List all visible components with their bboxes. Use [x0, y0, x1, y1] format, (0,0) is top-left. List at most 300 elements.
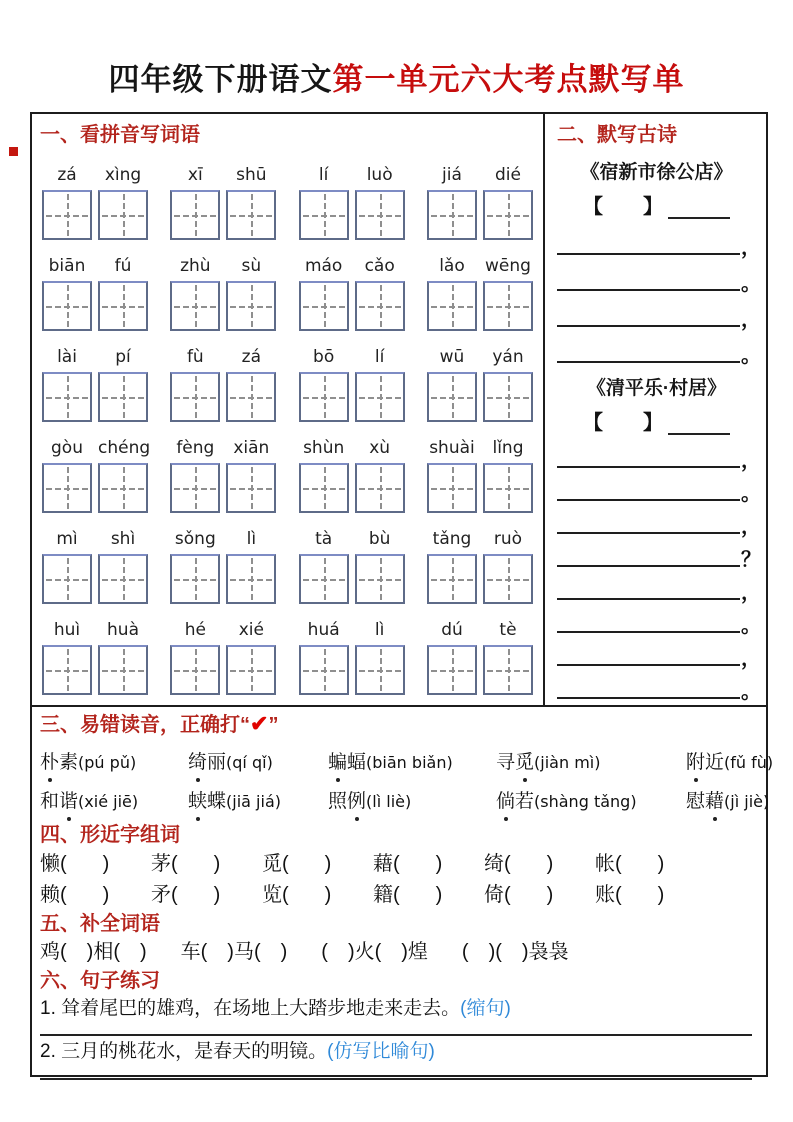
- answer-blank-line[interactable]: [557, 274, 740, 291]
- writing-grid-box[interactable]: [170, 190, 220, 240]
- answer-blank-line[interactable]: [557, 451, 740, 468]
- writing-grid-box[interactable]: [299, 554, 349, 604]
- pinyin-options: (xié jiē): [78, 792, 139, 811]
- line-punctuation: ？: [741, 549, 761, 571]
- pinyin-labels: [299, 438, 405, 460]
- writing-grid-pair: [299, 190, 405, 240]
- writing-grid-box[interactable]: [42, 281, 92, 331]
- word-with-dot: 朴素: [40, 752, 78, 773]
- similar-characters-row: [40, 882, 754, 909]
- line-punctuation: ，: [741, 516, 761, 538]
- pinyin-options: (qí qǐ): [226, 753, 273, 772]
- writing-grid-box[interactable]: [299, 463, 349, 513]
- writing-grid-box[interactable]: [98, 463, 148, 513]
- word-with-dot: 和谐: [40, 791, 78, 812]
- writing-grid-box[interactable]: [355, 190, 405, 240]
- section-poem-dictation: [547, 114, 766, 705]
- base-character: 矛: [151, 884, 171, 906]
- dotted-character: 藉: [705, 789, 724, 815]
- base-character: 藉: [373, 853, 393, 875]
- grid-dashed-vertical-line: [195, 194, 197, 236]
- pinyin-labels: [170, 165, 276, 187]
- pinyin-syllable: lì: [374, 620, 385, 640]
- word-with-dot: 照例: [328, 791, 366, 812]
- base-character: 绮: [484, 853, 504, 875]
- writing-grid-box[interactable]: [42, 372, 92, 422]
- exercise-hint: (缩句): [460, 998, 511, 1019]
- pinyin-syllable: huì: [53, 620, 81, 640]
- base-character: 赖: [40, 884, 60, 906]
- pinyin-syllable: bù: [368, 529, 391, 549]
- grid-dashed-vertical-line: [452, 467, 454, 509]
- writing-grid-box[interactable]: [226, 281, 276, 331]
- grid-dashed-vertical-line: [195, 376, 197, 418]
- pinyin-syllable: tà: [315, 529, 333, 549]
- writing-grid-box[interactable]: [98, 190, 148, 240]
- grid-dashed-vertical-line: [508, 649, 510, 691]
- dotted-character: 谐: [59, 789, 78, 815]
- answer-blank-line[interactable]: [557, 550, 740, 567]
- pinyin-row: [40, 256, 539, 331]
- pinyin-syllable: luò: [366, 165, 393, 185]
- grid-dashed-vertical-line: [251, 467, 253, 509]
- pinyin-syllable: lài: [57, 347, 77, 367]
- base-character: 茅: [151, 853, 171, 875]
- pinyin-labels: [427, 529, 533, 551]
- pinyin-syllable: dú: [441, 620, 463, 640]
- writing-grid-box[interactable]: [226, 463, 276, 513]
- grid-dashed-vertical-line: [452, 558, 454, 600]
- grid-dashed-vertical-line: [67, 194, 69, 236]
- pinyin-options: (jì jiè): [724, 792, 770, 811]
- word-with-dot: 寻觅: [496, 752, 534, 773]
- line-punctuation: ，: [741, 309, 761, 331]
- pronunciation-item[interactable]: [188, 789, 328, 815]
- pinyin-word-pair: [427, 438, 533, 513]
- pinyin-labels: [299, 165, 405, 187]
- pronunciation-rows-container: [40, 750, 774, 815]
- writing-grid-box[interactable]: [42, 190, 92, 240]
- line-punctuation: 。: [741, 615, 761, 637]
- pinyin-labels: [299, 256, 405, 278]
- grid-dashed-vertical-line: [380, 285, 382, 327]
- section4-heading: 四、形近字组词: [40, 824, 180, 846]
- pinyin-syllable: pí: [115, 347, 131, 367]
- grid-dashed-vertical-line: [123, 649, 125, 691]
- writing-grid-box[interactable]: [355, 281, 405, 331]
- answer-blank-line[interactable]: [557, 346, 740, 363]
- writing-grid-box[interactable]: [42, 463, 92, 513]
- grid-dashed-vertical-line: [508, 376, 510, 418]
- grid-dashed-vertical-line: [508, 194, 510, 236]
- writing-grid-box[interactable]: [427, 372, 477, 422]
- section6-heading: 六、句子练习: [40, 970, 160, 992]
- writing-grid-pair: [170, 190, 276, 240]
- grid-dashed-vertical-line: [195, 649, 197, 691]
- writing-grid-box[interactable]: [170, 645, 220, 695]
- pinyin-options: (biān biǎn): [366, 753, 453, 772]
- pinyin-syllable: xī: [187, 165, 203, 185]
- word-completion-phrase[interactable]: ( )( )袅袅: [461, 941, 569, 963]
- pinyin-syllable: máo: [304, 256, 343, 276]
- writing-grid-box[interactable]: [483, 190, 533, 240]
- answer-blank-line[interactable]: [557, 484, 740, 501]
- pinyin-syllable: fèng: [176, 438, 215, 458]
- writing-grid-box[interactable]: [98, 554, 148, 604]
- writing-grid-box[interactable]: [170, 554, 220, 604]
- pinyin-word-pair: [42, 620, 148, 695]
- line-punctuation: 。: [741, 681, 761, 703]
- pinyin-word-pair: [427, 347, 533, 422]
- section3-heading: [40, 712, 754, 737]
- worksheet-body: [30, 112, 774, 1077]
- sentence-exercises-container: [40, 996, 754, 1080]
- pinyin-word-pair: [299, 347, 405, 422]
- pronunciation-item[interactable]: [496, 750, 686, 776]
- pinyin-syllable: lǐng: [492, 438, 524, 458]
- pinyin-word-pair: [427, 620, 533, 695]
- character-blank-item[interactable]: 籍( ): [373, 884, 443, 906]
- pinyin-word-pair: [42, 438, 151, 513]
- writing-grid-pair: [170, 554, 276, 604]
- grid-dashed-vertical-line: [195, 285, 197, 327]
- character-blank-item[interactable]: 赖( ): [40, 884, 110, 906]
- grid-dashed-vertical-line: [195, 558, 197, 600]
- exercise-hint: (仿写比喻句): [327, 1041, 435, 1062]
- pinyin-syllable: xié: [238, 620, 264, 640]
- dotted-character: 蝙: [328, 750, 347, 776]
- pronunciation-row: [40, 789, 770, 815]
- pinyin-row: [40, 165, 539, 240]
- pinyin-syllable: lí: [318, 165, 329, 185]
- grid-dashed-vertical-line: [324, 285, 326, 327]
- grid-dashed-vertical-line: [123, 376, 125, 418]
- poem-author-row: [557, 190, 756, 219]
- pinyin-syllable: biān: [48, 256, 86, 276]
- character-blank-item[interactable]: 览( ): [262, 884, 332, 906]
- writing-grid-box[interactable]: [427, 190, 477, 240]
- character-blank-item[interactable]: 倚( ): [484, 884, 554, 906]
- writing-grid-box[interactable]: [170, 372, 220, 422]
- pinyin-syllable: lí: [374, 347, 385, 367]
- pinyin-word-pair: [42, 529, 148, 604]
- pinyin-word-pair: [427, 529, 533, 604]
- dotted-character: 倘: [496, 789, 515, 815]
- sentence-answer-line[interactable]: [40, 1034, 752, 1036]
- poem-block: [557, 373, 761, 703]
- pinyin-syllable: huá: [307, 620, 340, 640]
- writing-grid-pair: [42, 372, 148, 422]
- base-character: 籍: [373, 884, 393, 906]
- pronunciation-item[interactable]: [188, 750, 328, 776]
- author-blank-line[interactable]: [668, 197, 730, 219]
- base-character: 懒: [40, 853, 60, 875]
- poem-answer-line: [557, 681, 761, 703]
- section2-heading: 二、默写古诗: [557, 124, 677, 146]
- character-blank-item[interactable]: 帐( ): [595, 853, 665, 875]
- grid-dashed-vertical-line: [123, 558, 125, 600]
- poem-answer-line: [557, 450, 761, 472]
- checkmark-icon: ✔: [250, 711, 269, 736]
- pinyin-labels: [299, 347, 405, 369]
- pronunciation-item[interactable]: [40, 750, 188, 776]
- writing-grid-box[interactable]: [226, 645, 276, 695]
- grid-dashed-vertical-line: [67, 649, 69, 691]
- writing-grid-pair: [42, 645, 148, 695]
- pinyin-syllable: shùn: [303, 438, 345, 458]
- page-title: [0, 54, 793, 99]
- grid-dashed-vertical-line: [452, 376, 454, 418]
- answer-blank-line[interactable]: [557, 583, 740, 600]
- pinyin-labels: [299, 620, 405, 642]
- pinyin-syllable: xù: [369, 438, 391, 458]
- base-character: 觅: [262, 853, 282, 875]
- grid-dashed-vertical-line: [67, 558, 69, 600]
- pinyin-syllable: zá: [241, 347, 261, 367]
- writing-grid-box[interactable]: [355, 645, 405, 695]
- grid-dashed-vertical-line: [508, 467, 510, 509]
- writing-grid-box[interactable]: [427, 554, 477, 604]
- writing-grid-pair: [427, 645, 533, 695]
- pinyin-syllable: xiān: [233, 438, 270, 458]
- writing-grid-pair: [299, 554, 405, 604]
- writing-grid-pair: [299, 645, 405, 695]
- pinyin-labels: [42, 165, 148, 187]
- answer-blank-line[interactable]: [557, 649, 740, 666]
- section3-heading-suffix: ”: [268, 714, 279, 736]
- pinyin-options: (fǔ fù): [724, 753, 774, 772]
- pinyin-options: (lì liè): [366, 792, 412, 811]
- grid-dashed-vertical-line: [67, 285, 69, 327]
- base-character: 帐: [595, 853, 615, 875]
- section-lower-exercises: [32, 705, 774, 1075]
- grid-dashed-vertical-line: [67, 467, 69, 509]
- grid-dashed-vertical-line: [452, 649, 454, 691]
- writing-grid-box[interactable]: [98, 281, 148, 331]
- writing-grid-pair: [427, 281, 533, 331]
- pinyin-labels: [42, 347, 148, 369]
- pinyin-syllable: gòu: [51, 438, 83, 458]
- writing-grid-box[interactable]: [226, 372, 276, 422]
- pinyin-labels: [170, 529, 276, 551]
- character-blank-item[interactable]: 绮( ): [484, 853, 554, 875]
- pinyin-labels: [299, 529, 405, 551]
- character-blank-item[interactable]: 觅( ): [262, 853, 332, 875]
- word-with-dot: 慰藉: [686, 791, 724, 812]
- author-blank-line[interactable]: [668, 413, 730, 435]
- pronunciation-item[interactable]: [686, 789, 769, 815]
- pinyin-labels: [427, 165, 533, 187]
- pinyin-word-pair: [299, 256, 405, 331]
- pinyin-word-pair: [299, 165, 405, 240]
- answer-blank-line[interactable]: [557, 682, 740, 699]
- writing-grid-box[interactable]: [42, 645, 92, 695]
- pinyin-labels: [170, 347, 276, 369]
- writing-grid-box[interactable]: [299, 372, 349, 422]
- writing-grid-box[interactable]: [483, 281, 533, 331]
- word-with-dot: 蝙蝠: [328, 752, 366, 773]
- grid-dashed-vertical-line: [251, 649, 253, 691]
- writing-grid-box[interactable]: [427, 281, 477, 331]
- grid-dashed-vertical-line: [251, 558, 253, 600]
- answer-blank-line[interactable]: [557, 310, 740, 327]
- character-blank-item[interactable]: 懒( ): [40, 853, 110, 875]
- pronunciation-item[interactable]: [40, 789, 188, 815]
- writing-grid-box[interactable]: [170, 281, 220, 331]
- writing-grid-box[interactable]: [299, 645, 349, 695]
- pinyin-syllable: ruò: [493, 529, 523, 549]
- pronunciation-item[interactable]: [496, 789, 686, 815]
- poem-answer-line: [557, 516, 761, 538]
- line-punctuation: 。: [741, 483, 761, 505]
- pinyin-word-pair: [42, 165, 148, 240]
- poem-answer-line: [557, 615, 761, 637]
- grid-dashed-vertical-line: [380, 194, 382, 236]
- pronunciation-item[interactable]: [328, 750, 496, 776]
- pinyin-options: (shàng tǎng): [534, 792, 637, 811]
- pinyin-word-pair: [427, 165, 533, 240]
- section-pinyin-words: [32, 114, 545, 705]
- writing-grid-box[interactable]: [483, 463, 533, 513]
- word-completion-phrase[interactable]: 鸡( )相( ): [40, 941, 147, 963]
- pinyin-syllable: zá: [57, 165, 77, 185]
- line-punctuation: ，: [741, 450, 761, 472]
- dotted-character: 绮: [188, 750, 207, 776]
- line-punctuation: ，: [741, 648, 761, 670]
- writing-grid-box[interactable]: [355, 372, 405, 422]
- section5-heading: 五、补全词语: [40, 913, 160, 935]
- writing-grid-box[interactable]: [427, 645, 477, 695]
- writing-grid-pair: [42, 190, 148, 240]
- sentence-exercise-item: [40, 1039, 754, 1064]
- pinyin-labels: [170, 256, 276, 278]
- grid-dashed-vertical-line: [195, 467, 197, 509]
- writing-grid-box[interactable]: [355, 554, 405, 604]
- writing-grid-pair: [42, 463, 148, 513]
- pinyin-word-pair: [170, 438, 276, 513]
- writing-grid-box[interactable]: [355, 463, 405, 513]
- writing-grid-box[interactable]: [98, 645, 148, 695]
- answer-blank-line[interactable]: [557, 517, 740, 534]
- pinyin-labels: [42, 256, 148, 278]
- pinyin-labels: [427, 256, 533, 278]
- character-blank-item[interactable]: 账( ): [595, 884, 665, 906]
- grid-dashed-vertical-line: [324, 467, 326, 509]
- pinyin-syllable: xìng: [104, 165, 142, 185]
- word-completion-phrase[interactable]: ( )火( )煌: [321, 941, 428, 963]
- writing-grid-box[interactable]: [42, 554, 92, 604]
- pinyin-word-pair: [170, 347, 276, 422]
- pinyin-word-pair: [42, 256, 148, 331]
- pinyin-syllable: shū: [236, 165, 267, 185]
- sentence-answer-line[interactable]: [40, 1078, 752, 1080]
- pinyin-word-pair: [170, 165, 276, 240]
- grid-dashed-vertical-line: [452, 285, 454, 327]
- line-punctuation: 。: [741, 345, 761, 367]
- writing-grid-box[interactable]: [299, 190, 349, 240]
- writing-grid-box[interactable]: [427, 463, 477, 513]
- writing-grid-box[interactable]: [483, 554, 533, 604]
- writing-grid-pair: [299, 463, 405, 513]
- poem-title: 《清平乐·村居》: [586, 378, 727, 399]
- pronunciation-item[interactable]: [328, 789, 496, 815]
- base-character: 倚: [484, 884, 504, 906]
- pinyin-row: [40, 347, 539, 422]
- grid-dashed-vertical-line: [67, 376, 69, 418]
- pinyin-labels: [427, 620, 533, 642]
- sentence-text: 1. 耸着尾巴的雄鸡，在场地上大踏步地走来走去。: [40, 998, 461, 1019]
- pinyin-syllable: chéng: [98, 438, 151, 458]
- pinyin-rows-container: [40, 165, 539, 695]
- writing-grid-pair: [170, 281, 276, 331]
- pinyin-syllable: lì: [246, 529, 257, 549]
- writing-grid-box[interactable]: [226, 554, 276, 604]
- pinyin-labels: [170, 438, 276, 460]
- writing-grid-box[interactable]: [226, 190, 276, 240]
- poem-block: [557, 157, 761, 367]
- dotted-character: 附: [686, 750, 705, 776]
- character-blank-item[interactable]: 矛( ): [151, 884, 221, 906]
- grid-dashed-vertical-line: [123, 467, 125, 509]
- pinyin-syllable: tǎng: [432, 529, 472, 549]
- writing-grid-box[interactable]: [98, 372, 148, 422]
- writing-grid-box[interactable]: [170, 463, 220, 513]
- pinyin-word-pair: [170, 529, 276, 604]
- poem-answer-line: [557, 237, 761, 259]
- character-blank-item[interactable]: 藉( ): [373, 853, 443, 875]
- grid-dashed-vertical-line: [251, 285, 253, 327]
- character-blank-item[interactable]: 茅( ): [151, 853, 221, 875]
- pinyin-labels: [42, 438, 151, 460]
- line-punctuation: 。: [741, 273, 761, 295]
- pinyin-labels: [427, 347, 533, 369]
- pinyin-syllable: yán: [492, 347, 524, 367]
- grid-dashed-vertical-line: [251, 376, 253, 418]
- writing-grid-box[interactable]: [483, 645, 533, 695]
- writing-grid-pair: [427, 190, 533, 240]
- grid-dashed-vertical-line: [324, 649, 326, 691]
- writing-grid-box[interactable]: [483, 372, 533, 422]
- base-character: 览: [262, 884, 282, 906]
- writing-grid-pair: [299, 372, 405, 422]
- pinyin-labels: [42, 529, 148, 551]
- answer-blank-line[interactable]: [557, 616, 740, 633]
- grid-dashed-vertical-line: [380, 376, 382, 418]
- page-title-black: 四年级下册语文: [108, 62, 333, 97]
- writing-grid-pair: [42, 281, 148, 331]
- line-punctuation: ，: [741, 237, 761, 259]
- poem-answer-line: [557, 648, 761, 670]
- grid-dashed-vertical-line: [380, 649, 382, 691]
- pinyin-syllable: fù: [186, 347, 204, 367]
- word-completion-phrase[interactable]: 车( )马( ): [180, 941, 288, 963]
- grid-dashed-vertical-line: [452, 194, 454, 236]
- sentence-exercise-item: [40, 996, 754, 1021]
- grid-dashed-vertical-line: [123, 194, 125, 236]
- word-with-dot: 倘若: [496, 791, 534, 812]
- pinyin-word-pair: [427, 256, 533, 331]
- pinyin-syllable: jiá: [442, 165, 462, 185]
- pronunciation-item[interactable]: [686, 750, 773, 776]
- writing-grid-pair: [427, 554, 533, 604]
- answer-blank-line[interactable]: [557, 238, 740, 255]
- writing-grid-box[interactable]: [299, 281, 349, 331]
- pinyin-word-pair: [299, 620, 405, 695]
- red-margin-mark: [9, 147, 18, 156]
- pinyin-syllable: wū: [439, 347, 465, 367]
- author-bracket: 【 】: [583, 412, 663, 434]
- pinyin-labels: [170, 620, 276, 642]
